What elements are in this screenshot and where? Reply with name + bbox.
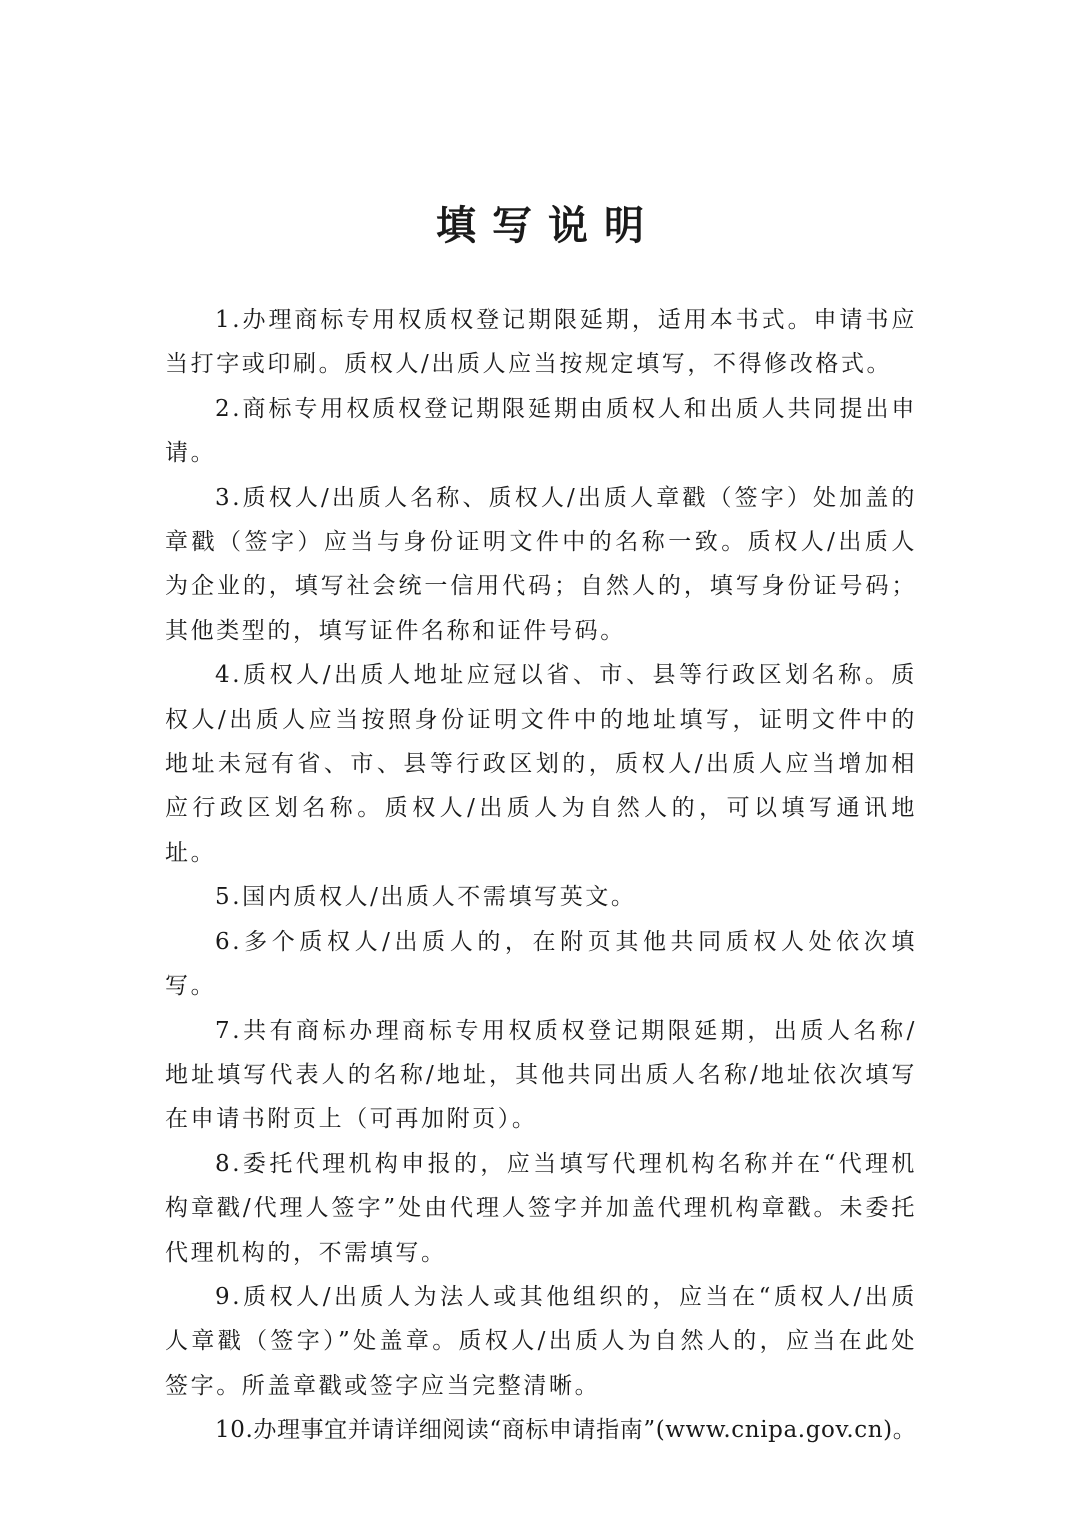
instruction-item-3: 3.质权人/出质人名称、质权人/出质人章戳（签字）处加盖的章戳（签字）应当与身份证明文件中的名称一致。质权人/出质人为企业的，填写社会统一信用代码；自然人的，填写身份证号码；其他类型的，填写证件名称和证件号码。 xyxy=(165,484,917,644)
instructions-list xyxy=(165,298,917,1453)
instruction-item-10: 10.办理事宜并请详细阅读“商标申请指南”(www.cnipa.gov.cn)。 xyxy=(215,1417,917,1444)
instruction-item-4: 4.质权人/出质人地址应冠以省、市、县等行政区划名称。质权人/出质人应当按照身份证明文件中的地址填写，证明文件中的地址未冠有省、市、县等行政区划的，质权人/出质人应当增加相应行政区划名称。质权人/出质人为自然人的，可以填写通讯地址。 xyxy=(165,662,917,866)
instruction-item-1: 1.办理商标专用权质权登记期限延期，适用本书式。申请书应当打字或印刷。质权人/出质人应当按规定填写，不得修改格式。 xyxy=(165,307,917,378)
instruction-item-6: 6.多个质权人/出质人的，在附页其他共同质权人处依次填写。 xyxy=(165,928,917,1000)
instruction-item-9: 9.质权人/出质人为法人或其他组织的，应当在“质权人/出质人章戳（签字）”处盖章。质权人/出质人为自然人的，应当在此处签字。所盖章戳或签字应当完整清晰。 xyxy=(165,1283,917,1399)
instruction-item-2: 2.商标专用权质权登记期限延期由质权人和出质人共同提出申请。 xyxy=(165,395,917,467)
instruction-item-7: 7.共有商标办理商标专用权质权登记期限延期，出质人名称/地址填写代表人的名称/地址，其他共同出质人名称/地址依次填写在申请书附页上（可再加附页）。 xyxy=(165,1017,917,1133)
page-title: 填写说明 xyxy=(436,203,660,249)
instruction-item-5: 5.国内质权人/出质人不需填写英文。 xyxy=(215,884,637,911)
instruction-item-8: 8.委托代理机构申报的，应当填写代理机构名称并在“代理机构章戳/代理人签字”处由代理人签字并加盖代理机构章戳。未委托代理机构的，不需填写。 xyxy=(165,1150,917,1266)
